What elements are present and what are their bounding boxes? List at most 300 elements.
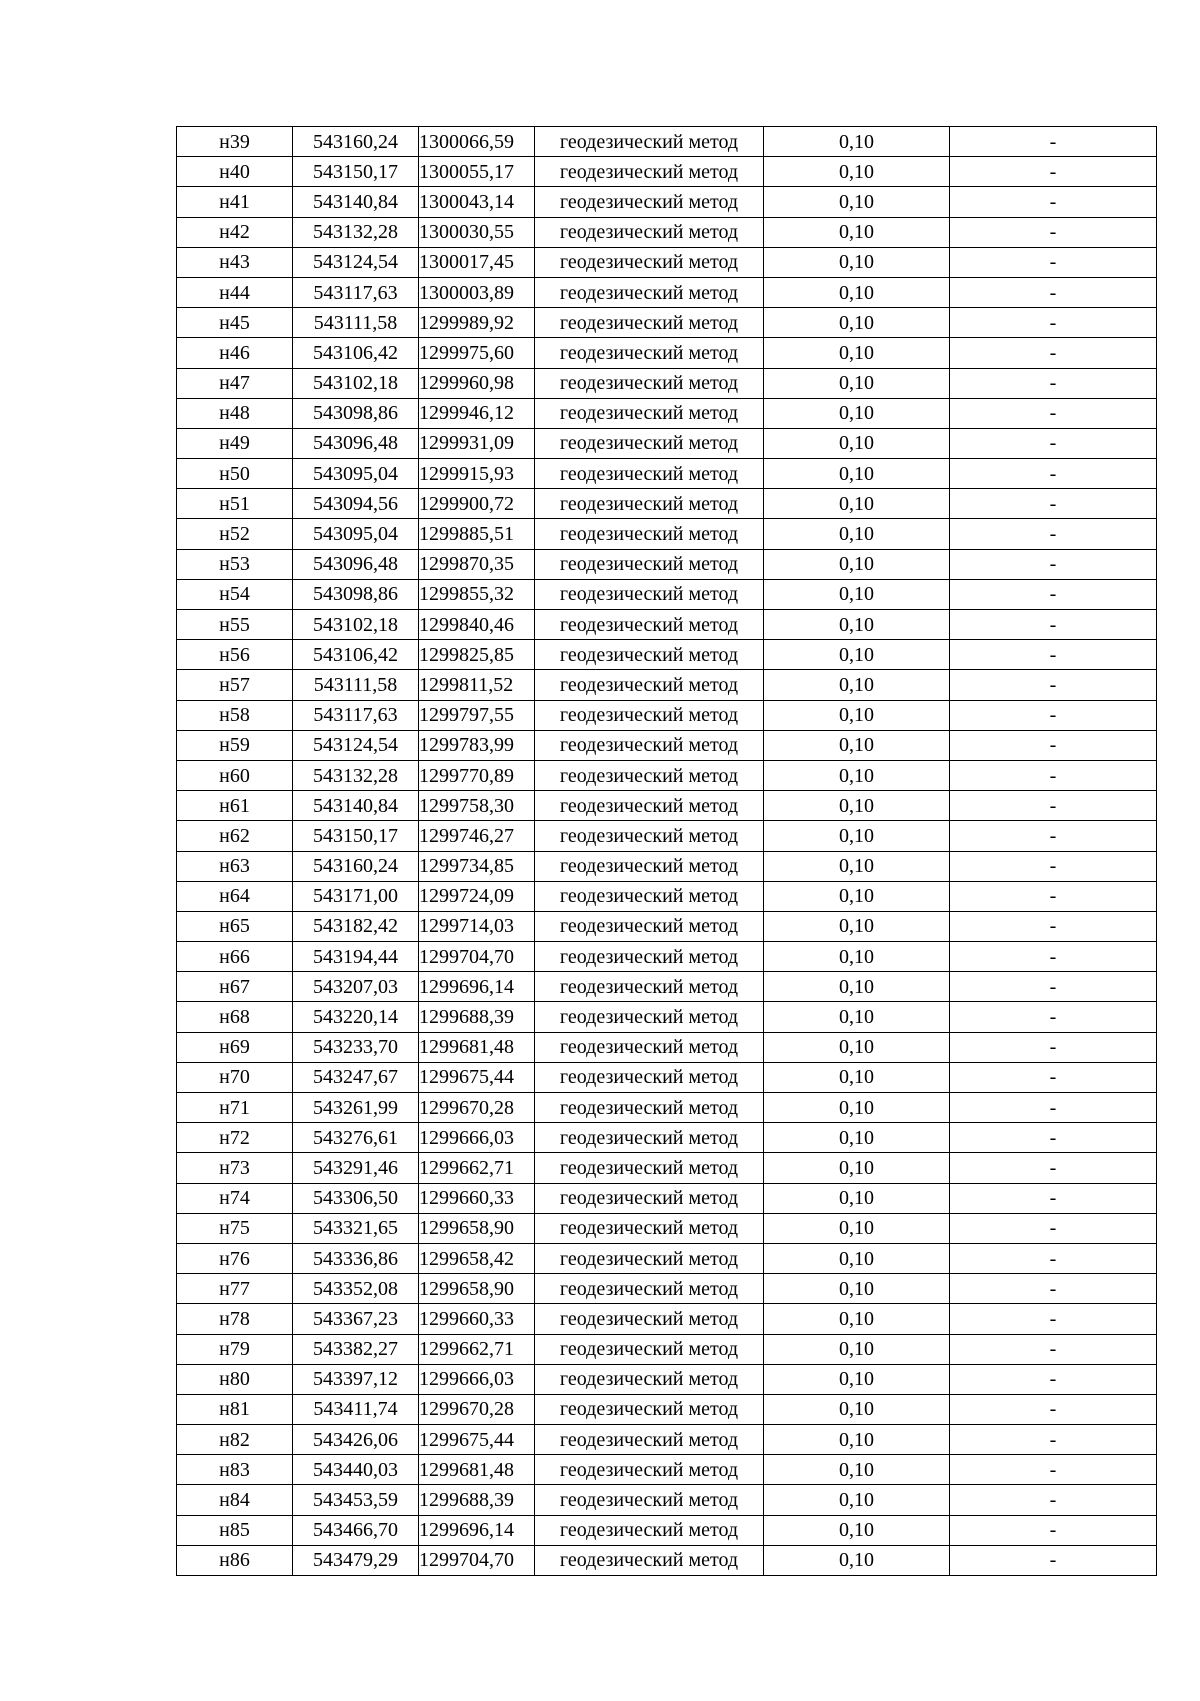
x-coordinate-cell: 543094,56 xyxy=(293,489,419,519)
note-cell: - xyxy=(950,791,1157,821)
y-coordinate-cell: 1299675,44 xyxy=(419,1425,535,1455)
x-coordinate-cell: 543220,14 xyxy=(293,1002,419,1032)
accuracy-cell: 0,10 xyxy=(764,368,950,398)
note-cell: - xyxy=(950,760,1157,790)
accuracy-cell: 0,10 xyxy=(764,1183,950,1213)
x-coordinate-cell: 543096,48 xyxy=(293,428,419,458)
method-cell: геодезический метод xyxy=(535,730,764,760)
method-cell: геодезический метод xyxy=(535,579,764,609)
x-coordinate-cell: 543140,84 xyxy=(293,187,419,217)
accuracy-cell: 0,10 xyxy=(764,1394,950,1424)
table-row xyxy=(177,972,1157,1002)
point-name-cell: н59 xyxy=(177,730,293,760)
method-cell: геодезический метод xyxy=(535,791,764,821)
method-cell: геодезический метод xyxy=(535,519,764,549)
table-row xyxy=(177,1123,1157,1153)
point-name-cell: н62 xyxy=(177,821,293,851)
accuracy-cell: 0,10 xyxy=(764,1243,950,1273)
method-cell: геодезический метод xyxy=(535,1455,764,1485)
y-coordinate-cell: 1299662,71 xyxy=(419,1153,535,1183)
accuracy-cell: 0,10 xyxy=(764,640,950,670)
point-name-cell: н74 xyxy=(177,1183,293,1213)
y-coordinate-cell: 1299946,12 xyxy=(419,398,535,428)
y-coordinate-cell: 1299681,48 xyxy=(419,1455,535,1485)
point-name-cell: н44 xyxy=(177,277,293,307)
point-name-cell: н63 xyxy=(177,851,293,881)
point-name-cell: н79 xyxy=(177,1334,293,1364)
x-coordinate-cell: 543306,50 xyxy=(293,1183,419,1213)
y-coordinate-cell: 1299797,55 xyxy=(419,700,535,730)
accuracy-cell: 0,10 xyxy=(764,851,950,881)
note-cell: - xyxy=(950,1093,1157,1123)
accuracy-cell: 0,10 xyxy=(764,610,950,640)
method-cell: геодезический метод xyxy=(535,1425,764,1455)
note-cell: - xyxy=(950,1485,1157,1515)
method-cell: геодезический метод xyxy=(535,1002,764,1032)
point-name-cell: н67 xyxy=(177,972,293,1002)
method-cell: геодезический метод xyxy=(535,187,764,217)
note-cell: - xyxy=(950,911,1157,941)
table-row xyxy=(177,1515,1157,1545)
x-coordinate-cell: 543124,54 xyxy=(293,730,419,760)
method-cell: геодезический метод xyxy=(535,670,764,700)
x-coordinate-cell: 543140,84 xyxy=(293,791,419,821)
method-cell: геодезический метод xyxy=(535,881,764,911)
y-coordinate-cell: 1300030,55 xyxy=(419,217,535,247)
note-cell: - xyxy=(950,489,1157,519)
accuracy-cell: 0,10 xyxy=(764,881,950,911)
table-row xyxy=(177,127,1157,157)
method-cell: геодезический метод xyxy=(535,1545,764,1575)
accuracy-cell: 0,10 xyxy=(764,489,950,519)
note-cell: - xyxy=(950,1183,1157,1213)
point-name-cell: н42 xyxy=(177,217,293,247)
x-coordinate-cell: 543453,59 xyxy=(293,1485,419,1515)
method-cell: геодезический метод xyxy=(535,368,764,398)
y-coordinate-cell: 1299855,32 xyxy=(419,579,535,609)
accuracy-cell: 0,10 xyxy=(764,338,950,368)
point-name-cell: н45 xyxy=(177,308,293,338)
x-coordinate-cell: 543397,12 xyxy=(293,1364,419,1394)
point-name-cell: н43 xyxy=(177,247,293,277)
note-cell: - xyxy=(950,610,1157,640)
table-row xyxy=(177,459,1157,489)
y-coordinate-cell: 1299660,33 xyxy=(419,1304,535,1334)
x-coordinate-cell: 543233,70 xyxy=(293,1032,419,1062)
note-cell: - xyxy=(950,972,1157,1002)
method-cell: геодезический метод xyxy=(535,428,764,458)
point-name-cell: н39 xyxy=(177,127,293,157)
table-row xyxy=(177,217,1157,247)
note-cell: - xyxy=(950,730,1157,760)
note-cell: - xyxy=(950,821,1157,851)
point-name-cell: н72 xyxy=(177,1123,293,1153)
accuracy-cell: 0,10 xyxy=(764,1334,950,1364)
accuracy-cell: 0,10 xyxy=(764,972,950,1002)
accuracy-cell: 0,10 xyxy=(764,1515,950,1545)
note-cell: - xyxy=(950,1213,1157,1243)
x-coordinate-cell: 543411,74 xyxy=(293,1394,419,1424)
table-row xyxy=(177,760,1157,790)
accuracy-cell: 0,10 xyxy=(764,1545,950,1575)
accuracy-cell: 0,10 xyxy=(764,247,950,277)
x-coordinate-cell: 543132,28 xyxy=(293,217,419,247)
x-coordinate-cell: 543106,42 xyxy=(293,338,419,368)
y-coordinate-cell: 1299915,93 xyxy=(419,459,535,489)
accuracy-cell: 0,10 xyxy=(764,1485,950,1515)
method-cell: геодезический метод xyxy=(535,338,764,368)
table-row xyxy=(177,1213,1157,1243)
method-cell: геодезический метод xyxy=(535,760,764,790)
note-cell: - xyxy=(950,1455,1157,1485)
note-cell: - xyxy=(950,851,1157,881)
accuracy-cell: 0,10 xyxy=(764,911,950,941)
point-name-cell: н82 xyxy=(177,1425,293,1455)
y-coordinate-cell: 1300017,45 xyxy=(419,247,535,277)
note-cell: - xyxy=(950,700,1157,730)
x-coordinate-cell: 543106,42 xyxy=(293,640,419,670)
method-cell: геодезический метод xyxy=(535,1364,764,1394)
accuracy-cell: 0,10 xyxy=(764,942,950,972)
table-row xyxy=(177,640,1157,670)
table-row xyxy=(177,1002,1157,1032)
y-coordinate-cell: 1299688,39 xyxy=(419,1485,535,1515)
method-cell: геодезический метод xyxy=(535,1515,764,1545)
table-row xyxy=(177,428,1157,458)
point-name-cell: н50 xyxy=(177,459,293,489)
table-row xyxy=(177,1545,1157,1575)
x-coordinate-cell: 543160,24 xyxy=(293,851,419,881)
table-row xyxy=(177,1093,1157,1123)
accuracy-cell: 0,10 xyxy=(764,277,950,307)
x-coordinate-cell: 543132,28 xyxy=(293,760,419,790)
x-coordinate-cell: 543124,54 xyxy=(293,247,419,277)
accuracy-cell: 0,10 xyxy=(764,157,950,187)
table-row xyxy=(177,247,1157,277)
method-cell: геодезический метод xyxy=(535,549,764,579)
note-cell: - xyxy=(950,338,1157,368)
y-coordinate-cell: 1299825,85 xyxy=(419,640,535,670)
y-coordinate-cell: 1299662,71 xyxy=(419,1334,535,1364)
table-row xyxy=(177,1062,1157,1092)
table-row xyxy=(177,1364,1157,1394)
accuracy-cell: 0,10 xyxy=(764,217,950,247)
point-name-cell: н41 xyxy=(177,187,293,217)
x-coordinate-cell: 543102,18 xyxy=(293,610,419,640)
table-row xyxy=(177,1455,1157,1485)
table-row xyxy=(177,881,1157,911)
method-cell: геодезический метод xyxy=(535,277,764,307)
accuracy-cell: 0,10 xyxy=(764,700,950,730)
method-cell: геодезический метод xyxy=(535,1274,764,1304)
method-cell: геодезический метод xyxy=(535,1243,764,1273)
accuracy-cell: 0,10 xyxy=(764,1425,950,1455)
y-coordinate-cell: 1299714,03 xyxy=(419,911,535,941)
x-coordinate-cell: 543111,58 xyxy=(293,308,419,338)
y-coordinate-cell: 1299696,14 xyxy=(419,1515,535,1545)
y-coordinate-cell: 1299931,09 xyxy=(419,428,535,458)
point-name-cell: н52 xyxy=(177,519,293,549)
y-coordinate-cell: 1299666,03 xyxy=(419,1364,535,1394)
accuracy-cell: 0,10 xyxy=(764,308,950,338)
y-coordinate-cell: 1299746,27 xyxy=(419,821,535,851)
y-coordinate-cell: 1299975,60 xyxy=(419,338,535,368)
note-cell: - xyxy=(950,1425,1157,1455)
x-coordinate-cell: 543261,99 xyxy=(293,1093,419,1123)
note-cell: - xyxy=(950,1032,1157,1062)
x-coordinate-cell: 543096,48 xyxy=(293,549,419,579)
x-coordinate-cell: 543182,42 xyxy=(293,911,419,941)
method-cell: геодезический метод xyxy=(535,489,764,519)
y-coordinate-cell: 1299758,30 xyxy=(419,791,535,821)
x-coordinate-cell: 543247,67 xyxy=(293,1062,419,1092)
table-row xyxy=(177,1334,1157,1364)
table-row xyxy=(177,1183,1157,1213)
note-cell: - xyxy=(950,308,1157,338)
method-cell: геодезический метод xyxy=(535,308,764,338)
y-coordinate-cell: 1299670,28 xyxy=(419,1093,535,1123)
table-row xyxy=(177,549,1157,579)
table-row xyxy=(177,610,1157,640)
y-coordinate-cell: 1299681,48 xyxy=(419,1032,535,1062)
accuracy-cell: 0,10 xyxy=(764,730,950,760)
y-coordinate-cell: 1299660,33 xyxy=(419,1183,535,1213)
y-coordinate-cell: 1299870,35 xyxy=(419,549,535,579)
x-coordinate-cell: 543479,29 xyxy=(293,1545,419,1575)
accuracy-cell: 0,10 xyxy=(764,1274,950,1304)
y-coordinate-cell: 1299670,28 xyxy=(419,1394,535,1424)
x-coordinate-cell: 543291,46 xyxy=(293,1153,419,1183)
table-row xyxy=(177,670,1157,700)
table-row xyxy=(177,1032,1157,1062)
note-cell: - xyxy=(950,1123,1157,1153)
method-cell: геодезический метод xyxy=(535,1334,764,1364)
y-coordinate-cell: 1299885,51 xyxy=(419,519,535,549)
accuracy-cell: 0,10 xyxy=(764,1032,950,1062)
coordinates-table xyxy=(176,126,1157,1576)
table-row xyxy=(177,1243,1157,1273)
point-name-cell: н70 xyxy=(177,1062,293,1092)
point-name-cell: н85 xyxy=(177,1515,293,1545)
note-cell: - xyxy=(950,519,1157,549)
method-cell: геодезический метод xyxy=(535,1123,764,1153)
table-row xyxy=(177,1425,1157,1455)
x-coordinate-cell: 543150,17 xyxy=(293,157,419,187)
point-name-cell: н55 xyxy=(177,610,293,640)
point-name-cell: н54 xyxy=(177,579,293,609)
note-cell: - xyxy=(950,881,1157,911)
point-name-cell: н60 xyxy=(177,760,293,790)
x-coordinate-cell: 543426,06 xyxy=(293,1425,419,1455)
y-coordinate-cell: 1299770,89 xyxy=(419,760,535,790)
table-row xyxy=(177,519,1157,549)
x-coordinate-cell: 543336,86 xyxy=(293,1243,419,1273)
method-cell: геодезический метод xyxy=(535,1032,764,1062)
method-cell: геодезический метод xyxy=(535,1153,764,1183)
method-cell: геодезический метод xyxy=(535,911,764,941)
method-cell: геодезический метод xyxy=(535,1062,764,1092)
point-name-cell: н76 xyxy=(177,1243,293,1273)
accuracy-cell: 0,10 xyxy=(764,821,950,851)
y-coordinate-cell: 1299840,46 xyxy=(419,610,535,640)
table-row xyxy=(177,791,1157,821)
x-coordinate-cell: 543321,65 xyxy=(293,1213,419,1243)
x-coordinate-cell: 543466,70 xyxy=(293,1515,419,1545)
y-coordinate-cell: 1299724,09 xyxy=(419,881,535,911)
accuracy-cell: 0,10 xyxy=(764,398,950,428)
note-cell: - xyxy=(950,1364,1157,1394)
point-name-cell: н66 xyxy=(177,942,293,972)
note-cell: - xyxy=(950,247,1157,277)
point-name-cell: н78 xyxy=(177,1304,293,1334)
y-coordinate-cell: 1299658,90 xyxy=(419,1274,535,1304)
method-cell: геодезический метод xyxy=(535,851,764,881)
note-cell: - xyxy=(950,1304,1157,1334)
y-coordinate-cell: 1299658,90 xyxy=(419,1213,535,1243)
method-cell: геодезический метод xyxy=(535,398,764,428)
y-coordinate-cell: 1299811,52 xyxy=(419,670,535,700)
point-name-cell: н64 xyxy=(177,881,293,911)
method-cell: геодезический метод xyxy=(535,1485,764,1515)
note-cell: - xyxy=(950,217,1157,247)
accuracy-cell: 0,10 xyxy=(764,791,950,821)
method-cell: геодезический метод xyxy=(535,127,764,157)
note-cell: - xyxy=(950,1334,1157,1364)
y-coordinate-cell: 1300003,89 xyxy=(419,277,535,307)
note-cell: - xyxy=(950,670,1157,700)
method-cell: геодезический метод xyxy=(535,157,764,187)
point-name-cell: н48 xyxy=(177,398,293,428)
method-cell: геодезический метод xyxy=(535,459,764,489)
point-name-cell: н83 xyxy=(177,1455,293,1485)
y-coordinate-cell: 1300043,14 xyxy=(419,187,535,217)
table-row xyxy=(177,1274,1157,1304)
accuracy-cell: 0,10 xyxy=(764,1153,950,1183)
point-name-cell: н47 xyxy=(177,368,293,398)
note-cell: - xyxy=(950,127,1157,157)
point-name-cell: н53 xyxy=(177,549,293,579)
accuracy-cell: 0,10 xyxy=(764,127,950,157)
table-row xyxy=(177,1153,1157,1183)
x-coordinate-cell: 543095,04 xyxy=(293,459,419,489)
point-name-cell: н86 xyxy=(177,1545,293,1575)
point-name-cell: н80 xyxy=(177,1364,293,1394)
table-row xyxy=(177,308,1157,338)
y-coordinate-cell: 1299688,39 xyxy=(419,1002,535,1032)
point-name-cell: н71 xyxy=(177,1093,293,1123)
x-coordinate-cell: 543382,27 xyxy=(293,1334,419,1364)
y-coordinate-cell: 1300066,59 xyxy=(419,127,535,157)
note-cell: - xyxy=(950,428,1157,458)
x-coordinate-cell: 543111,58 xyxy=(293,670,419,700)
note-cell: - xyxy=(950,368,1157,398)
x-coordinate-cell: 543207,03 xyxy=(293,972,419,1002)
table-row xyxy=(177,1485,1157,1515)
table-row xyxy=(177,730,1157,760)
point-name-cell: н73 xyxy=(177,1153,293,1183)
method-cell: геодезический метод xyxy=(535,942,764,972)
accuracy-cell: 0,10 xyxy=(764,1304,950,1334)
table-row xyxy=(177,277,1157,307)
y-coordinate-cell: 1299960,98 xyxy=(419,368,535,398)
method-cell: геодезический метод xyxy=(535,700,764,730)
x-coordinate-cell: 543367,23 xyxy=(293,1304,419,1334)
y-coordinate-cell: 1299783,99 xyxy=(419,730,535,760)
document-page xyxy=(176,126,1157,1576)
point-name-cell: н75 xyxy=(177,1213,293,1243)
method-cell: геодезический метод xyxy=(535,1304,764,1334)
table-row xyxy=(177,1394,1157,1424)
coordinates-table-body xyxy=(177,127,1157,1576)
method-cell: геодезический метод xyxy=(535,1213,764,1243)
note-cell: - xyxy=(950,579,1157,609)
point-name-cell: н61 xyxy=(177,791,293,821)
point-name-cell: н68 xyxy=(177,1002,293,1032)
note-cell: - xyxy=(950,1062,1157,1092)
note-cell: - xyxy=(950,459,1157,489)
point-name-cell: н40 xyxy=(177,157,293,187)
accuracy-cell: 0,10 xyxy=(764,549,950,579)
y-coordinate-cell: 1299704,70 xyxy=(419,1545,535,1575)
point-name-cell: н58 xyxy=(177,700,293,730)
note-cell: - xyxy=(950,187,1157,217)
note-cell: - xyxy=(950,640,1157,670)
note-cell: - xyxy=(950,1274,1157,1304)
accuracy-cell: 0,10 xyxy=(764,1364,950,1394)
accuracy-cell: 0,10 xyxy=(764,579,950,609)
point-name-cell: н77 xyxy=(177,1274,293,1304)
method-cell: геодезический метод xyxy=(535,972,764,1002)
method-cell: геодезический метод xyxy=(535,217,764,247)
accuracy-cell: 0,10 xyxy=(764,760,950,790)
table-row xyxy=(177,489,1157,519)
accuracy-cell: 0,10 xyxy=(764,1093,950,1123)
x-coordinate-cell: 543098,86 xyxy=(293,398,419,428)
note-cell: - xyxy=(950,1153,1157,1183)
table-row xyxy=(177,338,1157,368)
note-cell: - xyxy=(950,549,1157,579)
y-coordinate-cell: 1299696,14 xyxy=(419,972,535,1002)
table-row xyxy=(177,821,1157,851)
accuracy-cell: 0,10 xyxy=(764,428,950,458)
table-row xyxy=(177,851,1157,881)
x-coordinate-cell: 543095,04 xyxy=(293,519,419,549)
x-coordinate-cell: 543440,03 xyxy=(293,1455,419,1485)
method-cell: геодезический метод xyxy=(535,1394,764,1424)
note-cell: - xyxy=(950,277,1157,307)
y-coordinate-cell: 1299704,70 xyxy=(419,942,535,972)
note-cell: - xyxy=(950,1545,1157,1575)
note-cell: - xyxy=(950,398,1157,428)
note-cell: - xyxy=(950,1515,1157,1545)
accuracy-cell: 0,10 xyxy=(764,1455,950,1485)
note-cell: - xyxy=(950,157,1157,187)
note-cell: - xyxy=(950,1243,1157,1273)
table-row xyxy=(177,911,1157,941)
table-row xyxy=(177,942,1157,972)
method-cell: геодезический метод xyxy=(535,610,764,640)
accuracy-cell: 0,10 xyxy=(764,187,950,217)
method-cell: геодезический метод xyxy=(535,1093,764,1123)
accuracy-cell: 0,10 xyxy=(764,670,950,700)
method-cell: геодезический метод xyxy=(535,247,764,277)
accuracy-cell: 0,10 xyxy=(764,1062,950,1092)
y-coordinate-cell: 1299675,44 xyxy=(419,1062,535,1092)
note-cell: - xyxy=(950,1002,1157,1032)
x-coordinate-cell: 543117,63 xyxy=(293,277,419,307)
x-coordinate-cell: 543276,61 xyxy=(293,1123,419,1153)
y-coordinate-cell: 1299734,85 xyxy=(419,851,535,881)
